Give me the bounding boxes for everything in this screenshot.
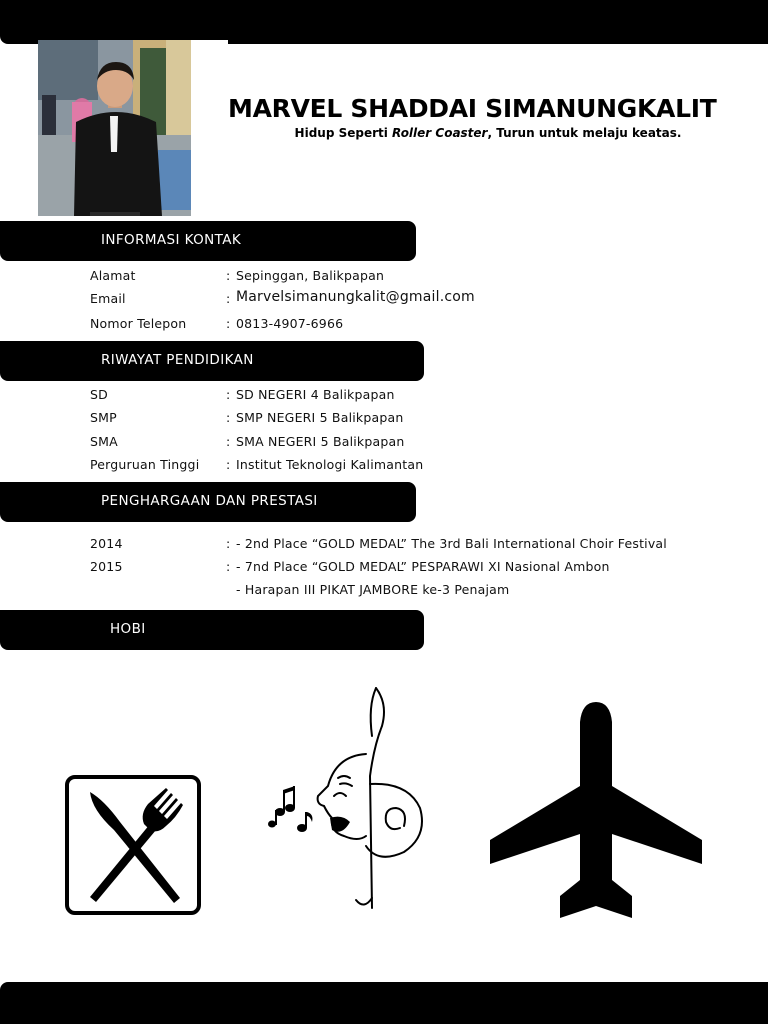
row-label: SMP (90, 410, 117, 425)
airplane-icon (488, 700, 704, 922)
contact-row-address (90, 268, 760, 286)
row-label: 2014 (90, 536, 123, 551)
bottom-bar (0, 982, 768, 1024)
row-label: Nomor Telepon (90, 316, 187, 331)
singing-music-icon (258, 686, 434, 912)
row-colon: : (226, 410, 231, 425)
cutlery-icon (64, 774, 202, 916)
section-title-education: RIWAYAT PENDIDIKAN (101, 352, 254, 368)
row-value: 0813-4907-6966 (236, 316, 344, 331)
section-title-contact: INFORMASI KONTAK (101, 232, 242, 248)
row-colon: : (226, 536, 231, 551)
row-value: SMP NEGERI 5 Balikpapan (236, 410, 404, 425)
award-row-extra (90, 582, 760, 600)
section-title-awards: PENGHARGAAN DAN PRESTASI (101, 493, 318, 509)
section-header-awards (0, 482, 416, 522)
contact-row-phone (90, 316, 760, 334)
education-row-sd (90, 387, 760, 405)
row-value: Marvelsimanungkalit@gmail.com (236, 289, 475, 305)
top-bar (0, 0, 768, 44)
section-title-hobbies: HOBI (110, 621, 146, 637)
row-value: - 2nd Place “GOLD MEDAL” The 3rd Bali International Choir Festival (236, 536, 667, 551)
award-row-2014 (90, 536, 760, 554)
row-label: Email (90, 291, 126, 306)
row-label: 2015 (90, 559, 123, 574)
tagline-after: , Turun untuk melaju keatas. (487, 126, 682, 140)
row-value: Institut Teknologi Kalimantan (236, 457, 424, 472)
row-colon: : (226, 387, 231, 402)
tagline-italic: Roller Coaster (392, 126, 488, 140)
row-value: SMA NEGERI 5 Balikpapan (236, 434, 405, 449)
row-label: Perguruan Tinggi (90, 457, 200, 472)
row-label: SMA (90, 434, 118, 449)
row-colon: : (226, 434, 231, 449)
row-colon: : (226, 457, 231, 472)
row-value: - 7nd Place “GOLD MEDAL” PESPARAWI XI Nasional Ambon (236, 559, 610, 574)
row-colon: : (226, 316, 231, 331)
contact-row-email (90, 291, 760, 309)
row-value: Sepinggan, Balikpapan (236, 268, 385, 283)
row-label: SD (90, 387, 108, 402)
profile-photo (38, 40, 191, 216)
tagline-before: Hidup Seperti (294, 126, 393, 140)
education-row-smp (90, 410, 760, 428)
profile-photo-frame (38, 40, 228, 216)
award-row-2015 (90, 559, 760, 577)
section-header-hobbies (0, 610, 424, 650)
section-header-education (0, 341, 424, 381)
education-row-sma (90, 434, 760, 452)
education-row-university (90, 457, 760, 475)
row-value: - Harapan III PIKAT JAMBORE ke-3 Penajam (236, 582, 510, 597)
row-value: SD NEGERI 4 Balikpapan (236, 387, 395, 402)
row-colon: : (226, 559, 231, 574)
tagline (228, 126, 748, 140)
candidate-name: MARVEL SHADDAI SIMANUNGKALIT (228, 94, 717, 123)
row-colon: : (226, 268, 231, 283)
row-colon: : (226, 291, 231, 306)
section-header-contact (0, 221, 416, 261)
row-label: Alamat (90, 268, 136, 283)
